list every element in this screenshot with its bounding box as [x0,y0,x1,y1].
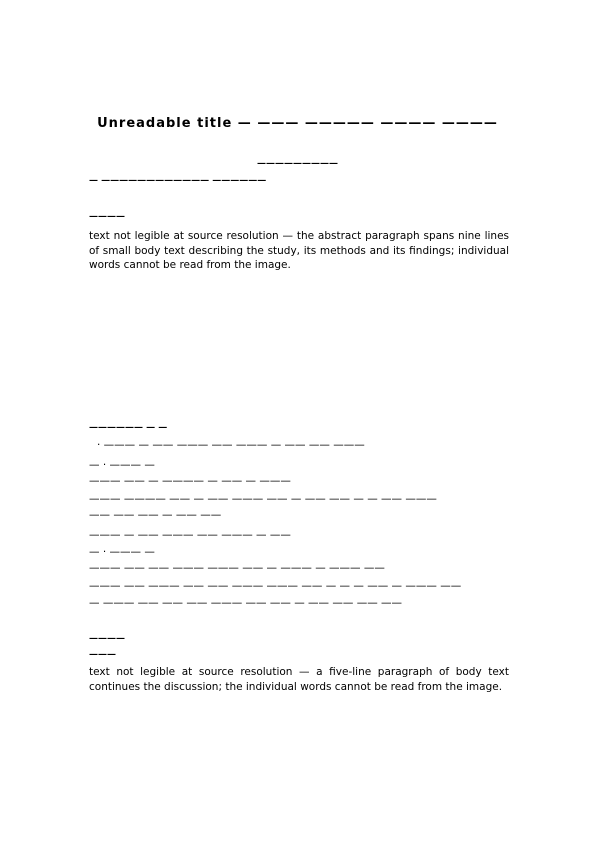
section-heading-1: —————— — — [89,423,168,433]
list-item-a3: ——— — —— ——— —— ——— — —— [89,529,291,541]
author-affiliation: — ———————————— —————— [89,176,267,186]
list-item-b1: ——— —— —— ——— ——— —— — ——— — ——— —— [89,562,385,574]
list-item-a1: ——— —— — ———— — —— — ——— [89,475,291,487]
author-name: ————————— [257,159,338,169]
section-1-intro-line: · ——— — —— ——— —— ——— — —— —— ——— [97,439,365,451]
list-item-b2: ——— —— ——— —— —— ——— ——— —— — — — —— — ——— —— [89,580,462,592]
abstract-paragraph: text not legible at source resolution — the abstract paragraph spans nine lines of small body text describing the study, its methods and its findings; individual words cannot be read from the image. [89,230,509,271]
subsection-a-label: — · ——— — [89,459,155,471]
section-heading-2: ———— [89,634,125,644]
list-item-b2-continued: — ——— —— —— —— ——— —— —— — —— —— —— —— [89,597,403,609]
section-2-paragraph: text not legible at source resolution — a five-line paragraph of body text continues the discussion; the individual words cannot be read from the image. [89,666,509,693]
subsection-b-label: — · ——— — [89,546,155,558]
abstract-heading: ———— [89,212,125,222]
document-title: Unreadable title — ——— ————— ———— ———— [97,116,498,131]
list-item-a2-continued: —— —— —— — —— —— [89,509,222,521]
list-item-a2: ——— ———— —— — —— ——— —— — —— —— — — —— ——— [89,493,437,505]
section-2-subheading: ——— [89,650,116,660]
